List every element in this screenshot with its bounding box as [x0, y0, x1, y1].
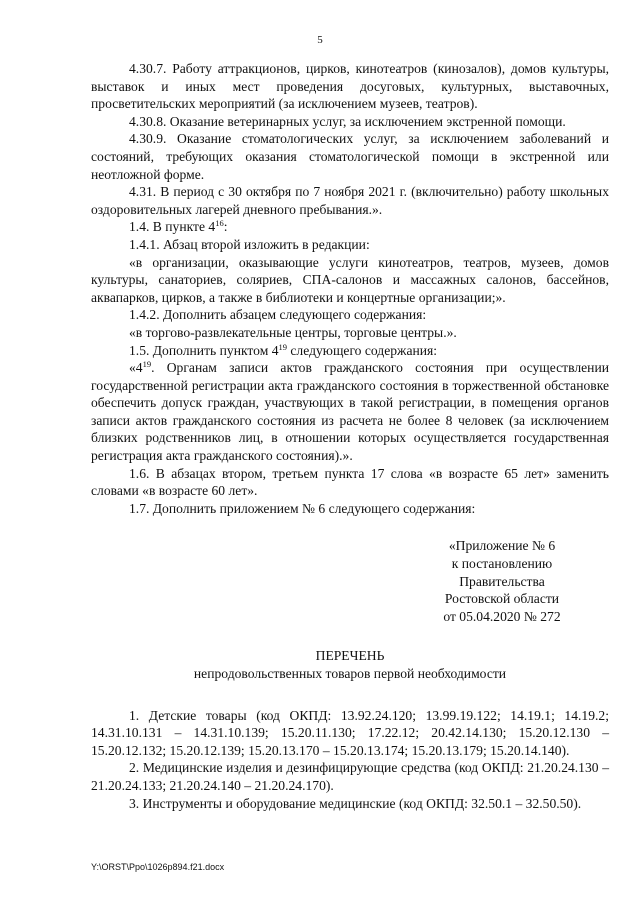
superscript-19: 19: [278, 341, 287, 352]
paragraph-1-5-text: 1.5. Дополнить пунктом 4: [129, 342, 279, 358]
paragraph-1-4-colon: :: [223, 219, 228, 235]
paragraph-1-5: [91, 342, 609, 360]
annex-line: от 05.04.2020 № 272: [443, 608, 561, 624]
list-title: [91, 647, 609, 682]
list-item: 1. Детские товары (код ОКПД: 13.92.24.120; 13.99.19.122; 14.19.1; 14.19.2; 14.31.10.131 – 14.31.10.139; 15.20.11.130; 17.22.12; 20.42.14.130; 15.20.12.130 – 15.20.12.132; 15.20.12.139; 15.20.13.170 – 15.20.13.174; 15.20.13.179; 15.20.14.140).: [91, 707, 609, 758]
list-item: 2. Медицинские изделия и дезинфицирующие средства (код ОКПД: 21.20.24.130 – 21.20.24.133; 21.20.24.140 – 21.20.24.170).: [91, 760, 609, 793]
paragraph-1-4-1-quote: «в организации, оказывающие услуги кинотеатров, театров, музеев, домов культуры, санаториев, соляриев, СПА-салонов и массажных салонов, бассейнов, аквапарков, цирков, а также в библиотеки и концертные организации;».: [91, 254, 609, 305]
document-body: [91, 60, 609, 812]
paragraph-4-30-7: 4.30.7. Работу аттракционов, цирков, кинотеатров (кинозалов), домов культуры, выставок и иных мест проведения досуговых, культурных, выставочных, просветительских мероприятий (за исключением музеев, театров).: [91, 61, 609, 112]
paragraph-1-5-quote: [91, 359, 609, 465]
superscript-16: 16: [215, 218, 224, 229]
annex-line: «Приложение № 6: [448, 538, 556, 554]
paragraph-4-30-8: 4.30.8. Оказание ветеринарных услуг, за исключением экстренной помощи.: [129, 113, 566, 129]
quote-text: . Органам записи актов гражданского состояния при осуществлении государственной регистрации акта гражданского состояния в торжественной обстановке обеспечить допуск граждан, участвующих в такой регистрации, в помещения органов записи актов гражданского состояния из расчета не более 8 человек (за исключением близких родственников лиц, в отношении которых осуществляется государственная регистрация акта гражданского состояния).».: [91, 360, 609, 464]
paragraph-1-4-text: 1.4. В пункте 4: [129, 219, 216, 235]
paragraph-1-4-1: 1.4.1. Абзац второй изложить в редакции:: [129, 236, 370, 252]
paragraph-1-5-tail: следующего содержания:: [287, 342, 438, 358]
quote-point-number: «4: [129, 360, 143, 376]
annex-line: к постановлению: [451, 556, 553, 572]
superscript-19-quote: 19: [142, 359, 152, 370]
paragraph-1-4: [91, 218, 609, 236]
paragraph-1-4-2: 1.4.2. Дополнить абзацем следующего содержания:: [129, 307, 427, 323]
paragraph-1-7: 1.7. Дополнить приложением № 6 следующего содержания:: [129, 500, 476, 516]
paragraph-1-4-2-quote: «в торгово-развлекательные центры, торговые центры.».: [129, 324, 457, 340]
list-subheading: непродовольственных товаров первой необходимости: [193, 666, 507, 681]
paragraph-4-31: 4.31. В период с 30 октября по 7 ноября 2021 г. (включительно) работу школьных оздоровительных лагерей дневного пребывания.».: [91, 184, 609, 217]
annex-header: [407, 537, 597, 625]
page-number: 5: [317, 34, 323, 46]
list-heading: ПЕРЕЧЕНЬ: [315, 648, 385, 664]
list-item: 3. Инструменты и оборудование медицинские (код ОКПД: 32.50.1 – 32.50.50).: [129, 795, 582, 811]
goods-list: [91, 707, 609, 813]
paragraph-4-30-9: 4.30.9. Оказание стоматологических услуг, за исключением заболеваний и состояний, требующих оказания стоматологической помощи в экстренной или неотложной форме.: [91, 131, 609, 182]
annex-line: Ростовской области: [444, 591, 560, 607]
file-path-footer: Y:\ORST\Ppo\1026p894.f21.docx: [91, 862, 225, 872]
annex-line: Правительства: [459, 573, 545, 589]
paragraph-1-6: 1.6. В абзацах втором, третьем пункта 17 слова «в возрасте 65 лет» заменить словами «в возрасте 60 лет».: [91, 465, 609, 499]
